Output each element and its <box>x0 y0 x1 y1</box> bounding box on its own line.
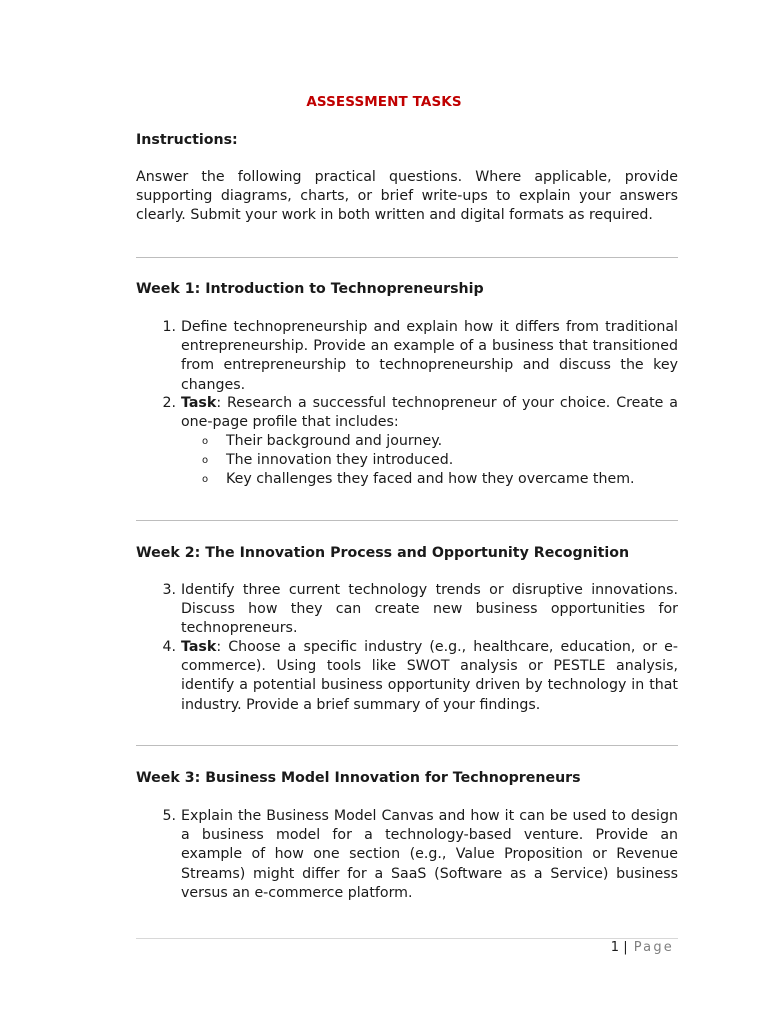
task-text: : Choose a specific industry (e.g., healthcare, education, or e-commerce). Using tools like SWOT analysis or PESTLE analysis, identify a potential business opportunity driven by technology in that industry. Provide a brief summary of your findings. <box>181 639 678 713</box>
task-label: Task <box>181 395 217 411</box>
list-number: 1. <box>162 319 176 335</box>
list-number: 4. <box>162 639 176 655</box>
page-number: 1 <box>610 940 620 955</box>
list-text: Identify three current technology trends or disruptive innovations. Discuss how they can create new business opportunities for technopreneurs. <box>181 582 678 637</box>
week1-heading: Week 1: Introduction to Technopreneurship <box>136 281 484 297</box>
footer-divider <box>136 938 678 939</box>
task-label: Task <box>181 639 217 655</box>
list-text: Explain the Business Model Canvas and how it can be used to design a business model for a technology-based venture. Provide an example of how one section (e.g., Value Proposition or Revenue Streams) might differ for a SaaS (Software as a Service) business versus an e-commerce platform. <box>181 808 678 901</box>
section-divider <box>136 257 678 258</box>
instructions-heading: Instructions: <box>136 132 238 148</box>
page-footer <box>611 940 674 955</box>
list-number: 2. <box>162 395 176 411</box>
sub-item-text: Their background and journey. <box>226 433 443 449</box>
page-label: Page <box>633 940 674 955</box>
footer-separator: | <box>623 940 628 955</box>
list-number: 3. <box>162 582 176 598</box>
instructions-text: Answer the following practical questions. Where applicable, provide supporting diagrams, charts, or brief write-ups to explain your answers clearly. Submit your work in both written and digital formats as required. <box>136 169 678 224</box>
list-text <box>181 638 678 715</box>
list-text <box>181 394 678 432</box>
circle-bullet-icon: o <box>202 436 209 447</box>
sub-item-text: Key challenges they faced and how they overcame them. <box>226 471 635 487</box>
week3-heading: Week 3: Business Model Innovation for Technopreneurs <box>136 770 581 786</box>
section-divider <box>136 745 678 746</box>
sub-item-text: The innovation they introduced. <box>226 452 454 468</box>
list-number: 5. <box>162 808 176 824</box>
circle-bullet-icon: o <box>202 474 209 485</box>
list-text: Define technopreneurship and explain how it differs from traditional entrepreneurship. Provide an example of a business that transitioned from entrepreneurship to technopreneurship and discuss the key changes. <box>181 319 678 393</box>
task-text: : Research a successful technopreneur of your choice. Create a one-page profile that includes: <box>181 395 678 431</box>
section-divider <box>136 520 678 521</box>
circle-bullet-icon: o <box>202 455 209 466</box>
page-title: ASSESSMENT TASKS <box>306 94 462 110</box>
week2-heading: Week 2: The Innovation Process and Opportunity Recognition <box>136 545 630 561</box>
